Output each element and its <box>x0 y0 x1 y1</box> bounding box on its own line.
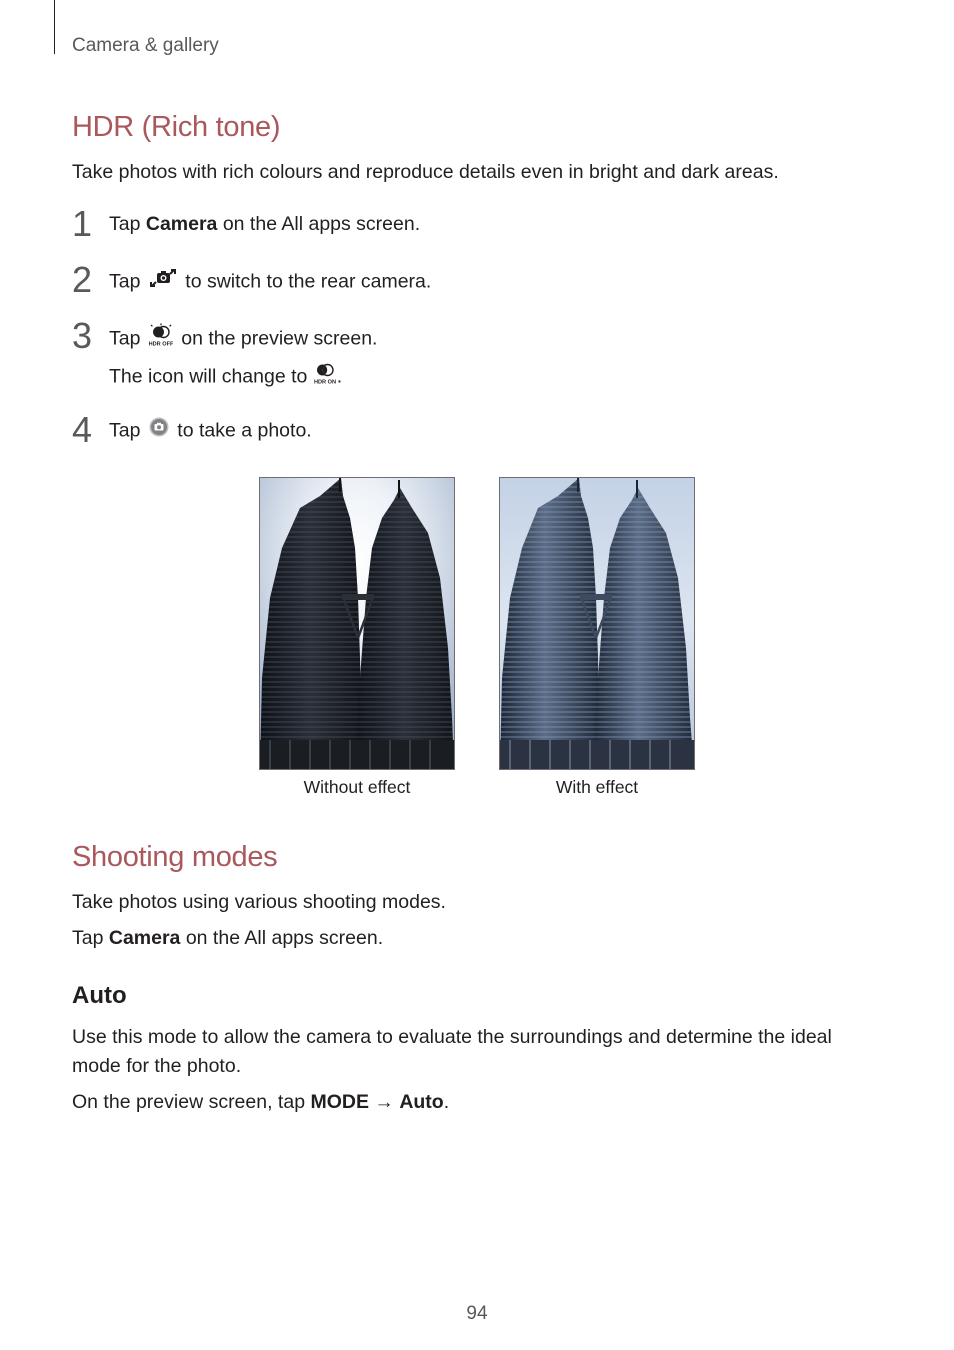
step-3-post: on the preview screen. <box>175 327 378 350</box>
running-header: Camera & gallery <box>72 35 219 56</box>
auto-heading: Auto <box>72 982 127 1009</box>
hdr-heading: HDR (Rich tone) <box>72 111 281 143</box>
step-4-text <box>109 417 312 446</box>
hdr-on-icon-label: HDR ON <box>313 379 336 385</box>
step-1-camera: Camera <box>145 213 218 235</box>
shooting-camera: Camera <box>108 927 181 949</box>
step-number-3: 3 <box>72 315 93 356</box>
camera-shutter-icon <box>149 417 169 444</box>
hdr-off-icon-label: HDR OFF <box>148 341 173 347</box>
shooting-modes-heading: Shooting modes <box>72 841 278 873</box>
step-3-text <box>109 323 377 356</box>
shooting-post: on the All apps screen. <box>180 927 384 949</box>
page-number: 94 <box>466 1303 488 1324</box>
step-1-post: on the All apps screen. <box>217 213 421 235</box>
photo-without-effect <box>259 477 455 770</box>
step-3-note-pre: The icon will change to <box>109 365 313 388</box>
auto-description: Use this mode to allow the camera to evaluate the surroundings and determine the ideal mode for the photo. <box>72 1026 832 1077</box>
auto-inst-pre: On the preview screen, tap <box>72 1091 311 1113</box>
shooting-modes-intro: Take photos using various shooting modes. <box>72 891 446 913</box>
step-2-post: to switch to the rear camera. <box>179 270 432 293</box>
margin-rule <box>54 0 55 54</box>
step-2-text <box>109 267 431 298</box>
caption-with-effect: With effect <box>555 777 639 797</box>
step-1-text <box>109 211 420 237</box>
step-number-2: 2 <box>72 259 93 300</box>
auto-inst-post: . <box>443 1091 450 1113</box>
step-4-post: to take a photo. <box>171 419 312 442</box>
hdr-on-icon <box>313 361 337 392</box>
step-3-note <box>109 361 342 394</box>
photo-with-effect <box>499 477 695 770</box>
auto-inst-mode: MODE <box>310 1091 369 1113</box>
hdr-intro: Take photos with rich colours and reproduce details even in bright and dark areas. <box>72 161 779 183</box>
auto-inst-arrow: → <box>368 1091 400 1113</box>
hdr-off-icon <box>149 323 173 354</box>
step-number-4: 4 <box>72 409 93 450</box>
caption-without-effect: Without effect <box>303 777 411 797</box>
auto-inst-auto: Auto <box>399 1091 444 1113</box>
step-4-pre: Tap <box>109 419 146 442</box>
step-3-pre: Tap <box>109 327 146 350</box>
step-2-pre: Tap <box>109 270 146 293</box>
step-number-1: 1 <box>72 203 93 244</box>
step-3-note-post: . <box>336 365 343 388</box>
switch-camera-icon <box>149 267 177 296</box>
shooting-modes-instruction <box>72 924 862 953</box>
shooting-pre: Tap <box>72 927 109 949</box>
step-1-pre: Tap <box>109 213 146 235</box>
auto-instruction <box>72 1088 862 1117</box>
